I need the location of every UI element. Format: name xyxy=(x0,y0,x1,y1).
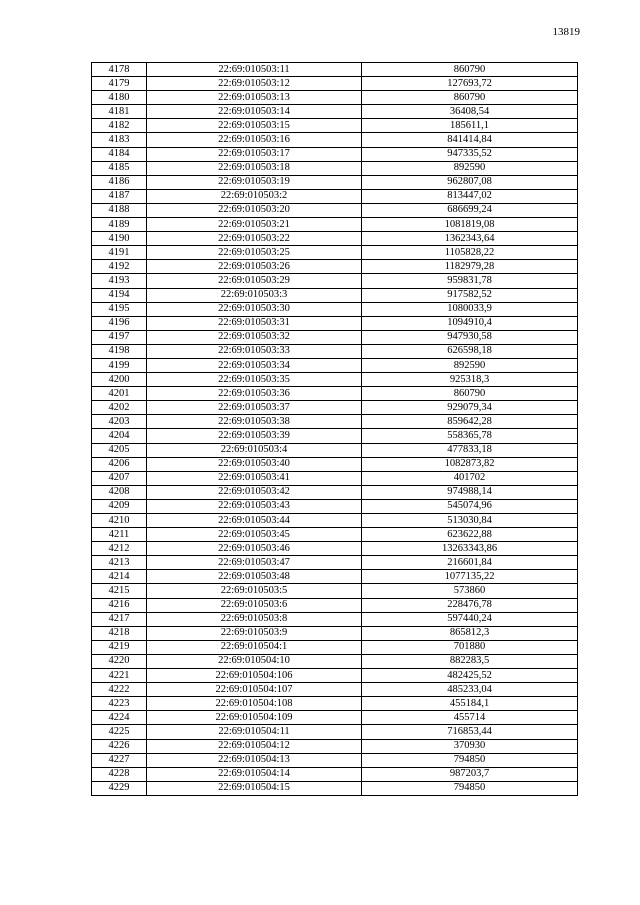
table-row xyxy=(92,175,578,189)
cadastral-value-cell: 860790 xyxy=(362,63,578,77)
cadastral-value-cell: 947335,52 xyxy=(362,147,578,161)
cadastral-value-cell: 401702 xyxy=(362,471,578,485)
row-number-cell: 4213 xyxy=(92,556,147,570)
cadastral-number-cell: 22:69:010503:36 xyxy=(147,387,362,401)
row-number-cell: 4192 xyxy=(92,260,147,274)
cadastral-value-cell: 794850 xyxy=(362,753,578,767)
cadastral-number-cell: 22:69:010503:5 xyxy=(147,584,362,598)
table-row xyxy=(92,443,578,457)
cadastral-value-cell: 482425,52 xyxy=(362,669,578,683)
table-row xyxy=(92,528,578,542)
row-number-cell: 4193 xyxy=(92,274,147,288)
cadastral-number-cell: 22:69:010503:32 xyxy=(147,330,362,344)
row-number-cell: 4215 xyxy=(92,584,147,598)
table-row xyxy=(92,133,578,147)
cadastral-value-cell: 13263343,86 xyxy=(362,542,578,556)
cadastral-value-cell: 455714 xyxy=(362,711,578,725)
cadastral-value-cell: 860790 xyxy=(362,387,578,401)
cadastral-value-cell: 841414,84 xyxy=(362,133,578,147)
table-row xyxy=(92,429,578,443)
cadastral-value-cell: 36408,54 xyxy=(362,105,578,119)
cadastral-number-cell: 22:69:010503:8 xyxy=(147,612,362,626)
row-number-cell: 4179 xyxy=(92,77,147,91)
cadastral-number-cell: 22:69:010503:33 xyxy=(147,344,362,358)
row-number-cell: 4185 xyxy=(92,161,147,175)
cadastral-number-cell: 22:69:010503:20 xyxy=(147,203,362,217)
row-number-cell: 4205 xyxy=(92,443,147,457)
table-row xyxy=(92,584,578,598)
cadastral-value-cell: 477833,18 xyxy=(362,443,578,457)
cadastral-value-cell: 686699,24 xyxy=(362,203,578,217)
cadastral-value-cell: 1080033,9 xyxy=(362,302,578,316)
cadastral-number-cell: 22:69:010504:1 xyxy=(147,640,362,654)
row-number-cell: 4182 xyxy=(92,119,147,133)
row-number-cell: 4226 xyxy=(92,739,147,753)
cadastral-number-cell: 22:69:010503:3 xyxy=(147,288,362,302)
cadastral-value-cell: 947930,58 xyxy=(362,330,578,344)
row-number-cell: 4224 xyxy=(92,711,147,725)
table-row xyxy=(92,232,578,246)
table-row xyxy=(92,640,578,654)
cadastral-number-cell: 22:69:010503:45 xyxy=(147,528,362,542)
cadastral-value-cell: 626598,18 xyxy=(362,344,578,358)
row-number-cell: 4191 xyxy=(92,246,147,260)
table-row xyxy=(92,203,578,217)
row-number-cell: 4199 xyxy=(92,358,147,372)
table-row xyxy=(92,612,578,626)
table-row xyxy=(92,499,578,513)
cadastral-value-cell: 962807,08 xyxy=(362,175,578,189)
cadastral-number-cell: 22:69:010503:21 xyxy=(147,218,362,232)
row-number-cell: 4178 xyxy=(92,63,147,77)
table-row xyxy=(92,189,578,203)
table-row xyxy=(92,725,578,739)
row-number-cell: 4203 xyxy=(92,415,147,429)
row-number-cell: 4225 xyxy=(92,725,147,739)
table-row xyxy=(92,147,578,161)
cadastral-number-cell: 22:69:010503:12 xyxy=(147,77,362,91)
table-row xyxy=(92,415,578,429)
cadastral-number-cell: 22:69:010504:108 xyxy=(147,697,362,711)
cadastral-number-cell: 22:69:010503:9 xyxy=(147,626,362,640)
cadastral-value-cell: 623622,88 xyxy=(362,528,578,542)
cadastral-value-cell: 860790 xyxy=(362,91,578,105)
cadastral-value-table xyxy=(91,62,578,796)
cadastral-number-cell: 22:69:010503:47 xyxy=(147,556,362,570)
cadastral-number-cell: 22:69:010503:30 xyxy=(147,302,362,316)
cadastral-value-cell: 929079,34 xyxy=(362,401,578,415)
cadastral-number-cell: 22:69:010503:39 xyxy=(147,429,362,443)
row-number-cell: 4200 xyxy=(92,373,147,387)
table-row xyxy=(92,302,578,316)
table-row xyxy=(92,485,578,499)
cadastral-value-cell: 1082873,82 xyxy=(362,457,578,471)
cadastral-number-cell: 22:69:010503:25 xyxy=(147,246,362,260)
cadastral-number-cell: 22:69:010503:43 xyxy=(147,499,362,513)
cadastral-value-cell: 1077135,22 xyxy=(362,570,578,584)
page-number: 13819 xyxy=(552,26,580,38)
row-number-cell: 4187 xyxy=(92,189,147,203)
cadastral-value-cell: 859642,28 xyxy=(362,415,578,429)
cadastral-number-cell: 22:69:010504:15 xyxy=(147,781,362,795)
table-row xyxy=(92,330,578,344)
cadastral-number-cell: 22:69:010503:34 xyxy=(147,358,362,372)
cadastral-value-cell: 987203,7 xyxy=(362,767,578,781)
row-number-cell: 4190 xyxy=(92,232,147,246)
row-number-cell: 4209 xyxy=(92,499,147,513)
cadastral-value-cell: 370930 xyxy=(362,739,578,753)
cadastral-number-cell: 22:69:010503:31 xyxy=(147,316,362,330)
cadastral-number-cell: 22:69:010503:15 xyxy=(147,119,362,133)
row-number-cell: 4212 xyxy=(92,542,147,556)
cadastral-number-cell: 22:69:010503:38 xyxy=(147,415,362,429)
row-number-cell: 4202 xyxy=(92,401,147,415)
table-row xyxy=(92,457,578,471)
cadastral-number-cell: 22:69:010503:48 xyxy=(147,570,362,584)
cadastral-number-cell: 22:69:010504:107 xyxy=(147,683,362,697)
cadastral-value-cell: 558365,78 xyxy=(362,429,578,443)
table-row xyxy=(92,91,578,105)
table-row xyxy=(92,683,578,697)
table-row xyxy=(92,542,578,556)
cadastral-value-cell: 485233,04 xyxy=(362,683,578,697)
table-row xyxy=(92,739,578,753)
table-row xyxy=(92,63,578,77)
table-row xyxy=(92,598,578,612)
table-row xyxy=(92,373,578,387)
row-number-cell: 4194 xyxy=(92,288,147,302)
row-number-cell: 4180 xyxy=(92,91,147,105)
table-row xyxy=(92,626,578,640)
cadastral-value-cell: 513030,84 xyxy=(362,514,578,528)
table-row xyxy=(92,711,578,725)
row-number-cell: 4195 xyxy=(92,302,147,316)
table-row xyxy=(92,260,578,274)
cadastral-value-cell: 892590 xyxy=(362,161,578,175)
row-number-cell: 4208 xyxy=(92,485,147,499)
table-row xyxy=(92,654,578,668)
row-number-cell: 4189 xyxy=(92,218,147,232)
row-number-cell: 4211 xyxy=(92,528,147,542)
table-row xyxy=(92,669,578,683)
cadastral-number-cell: 22:69:010503:14 xyxy=(147,105,362,119)
cadastral-number-cell: 22:69:010503:11 xyxy=(147,63,362,77)
cadastral-value-cell: 701880 xyxy=(362,640,578,654)
row-number-cell: 4219 xyxy=(92,640,147,654)
table-row xyxy=(92,161,578,175)
cadastral-value-cell: 917582,52 xyxy=(362,288,578,302)
table-row xyxy=(92,401,578,415)
row-number-cell: 4204 xyxy=(92,429,147,443)
cadastral-value-cell: 216601,84 xyxy=(362,556,578,570)
row-number-cell: 4216 xyxy=(92,598,147,612)
cadastral-value-cell: 959831,78 xyxy=(362,274,578,288)
row-number-cell: 4198 xyxy=(92,344,147,358)
row-number-cell: 4188 xyxy=(92,203,147,217)
cadastral-value-cell: 1362343,64 xyxy=(362,232,578,246)
table-row xyxy=(92,514,578,528)
cadastral-number-cell: 22:69:010503:17 xyxy=(147,147,362,161)
table-row xyxy=(92,105,578,119)
table-row xyxy=(92,697,578,711)
row-number-cell: 4221 xyxy=(92,669,147,683)
cadastral-value-cell: 455184,1 xyxy=(362,697,578,711)
row-number-cell: 4201 xyxy=(92,387,147,401)
cadastral-value-cell: 185611,1 xyxy=(362,119,578,133)
table-row xyxy=(92,767,578,781)
cadastral-value-cell: 794850 xyxy=(362,781,578,795)
cadastral-number-cell: 22:69:010504:10 xyxy=(147,654,362,668)
cadastral-number-cell: 22:69:010503:44 xyxy=(147,514,362,528)
cadastral-number-cell: 22:69:010503:16 xyxy=(147,133,362,147)
row-number-cell: 4196 xyxy=(92,316,147,330)
cadastral-value-cell: 813447,02 xyxy=(362,189,578,203)
cadastral-number-cell: 22:69:010503:18 xyxy=(147,161,362,175)
cadastral-number-cell: 22:69:010503:4 xyxy=(147,443,362,457)
table-row xyxy=(92,119,578,133)
table-row xyxy=(92,358,578,372)
row-number-cell: 4197 xyxy=(92,330,147,344)
row-number-cell: 4210 xyxy=(92,514,147,528)
table-row xyxy=(92,471,578,485)
cadastral-value-cell: 716853,44 xyxy=(362,725,578,739)
table-row xyxy=(92,77,578,91)
table-row xyxy=(92,556,578,570)
table-body xyxy=(92,63,578,796)
row-number-cell: 4227 xyxy=(92,753,147,767)
cadastral-number-cell: 22:69:010503:40 xyxy=(147,457,362,471)
cadastral-value-cell: 865812,3 xyxy=(362,626,578,640)
row-number-cell: 4217 xyxy=(92,612,147,626)
cadastral-number-cell: 22:69:010503:46 xyxy=(147,542,362,556)
row-number-cell: 4218 xyxy=(92,626,147,640)
table-row xyxy=(92,316,578,330)
cadastral-number-cell: 22:69:010503:13 xyxy=(147,91,362,105)
cadastral-value-cell: 974988,14 xyxy=(362,485,578,499)
cadastral-number-cell: 22:69:010504:12 xyxy=(147,739,362,753)
cadastral-value-cell: 882283,5 xyxy=(362,654,578,668)
table-row xyxy=(92,570,578,584)
row-number-cell: 4222 xyxy=(92,683,147,697)
cadastral-value-cell: 892590 xyxy=(362,358,578,372)
cadastral-number-cell: 22:69:010503:37 xyxy=(147,401,362,415)
cadastral-number-cell: 22:69:010503:26 xyxy=(147,260,362,274)
cadastral-value-cell: 1094910,4 xyxy=(362,316,578,330)
row-number-cell: 4228 xyxy=(92,767,147,781)
row-number-cell: 4220 xyxy=(92,654,147,668)
row-number-cell: 4181 xyxy=(92,105,147,119)
cadastral-number-cell: 22:69:010504:13 xyxy=(147,753,362,767)
table-row xyxy=(92,218,578,232)
cadastral-value-cell: 573860 xyxy=(362,584,578,598)
table-row xyxy=(92,781,578,795)
table-row xyxy=(92,753,578,767)
row-number-cell: 4184 xyxy=(92,147,147,161)
cadastral-value-cell: 925318,3 xyxy=(362,373,578,387)
cadastral-number-cell: 22:69:010504:14 xyxy=(147,767,362,781)
cadastral-number-cell: 22:69:010503:41 xyxy=(147,471,362,485)
row-number-cell: 4229 xyxy=(92,781,147,795)
cadastral-number-cell: 22:69:010503:29 xyxy=(147,274,362,288)
cadastral-value-cell: 1105828,22 xyxy=(362,246,578,260)
cadastral-value-cell: 127693,72 xyxy=(362,77,578,91)
table-row xyxy=(92,387,578,401)
table-row xyxy=(92,344,578,358)
cadastral-value-cell: 228476,78 xyxy=(362,598,578,612)
cadastral-number-cell: 22:69:010504:109 xyxy=(147,711,362,725)
cadastral-number-cell: 22:69:010504:11 xyxy=(147,725,362,739)
cadastral-value-cell: 1081819,08 xyxy=(362,218,578,232)
row-number-cell: 4223 xyxy=(92,697,147,711)
row-number-cell: 4214 xyxy=(92,570,147,584)
cadastral-number-cell: 22:69:010503:2 xyxy=(147,189,362,203)
cadastral-number-cell: 22:69:010503:22 xyxy=(147,232,362,246)
row-number-cell: 4186 xyxy=(92,175,147,189)
cadastral-value-cell: 597440,24 xyxy=(362,612,578,626)
cadastral-number-cell: 22:69:010503:42 xyxy=(147,485,362,499)
cadastral-number-cell: 22:69:010504:106 xyxy=(147,669,362,683)
row-number-cell: 4206 xyxy=(92,457,147,471)
cadastral-number-cell: 22:69:010503:19 xyxy=(147,175,362,189)
cadastral-value-cell: 545074,96 xyxy=(362,499,578,513)
cadastral-number-cell: 22:69:010503:35 xyxy=(147,373,362,387)
cadastral-number-cell: 22:69:010503:6 xyxy=(147,598,362,612)
row-number-cell: 4207 xyxy=(92,471,147,485)
table-row xyxy=(92,274,578,288)
table-row xyxy=(92,246,578,260)
table-row xyxy=(92,288,578,302)
cadastral-value-cell: 1182979,28 xyxy=(362,260,578,274)
row-number-cell: 4183 xyxy=(92,133,147,147)
